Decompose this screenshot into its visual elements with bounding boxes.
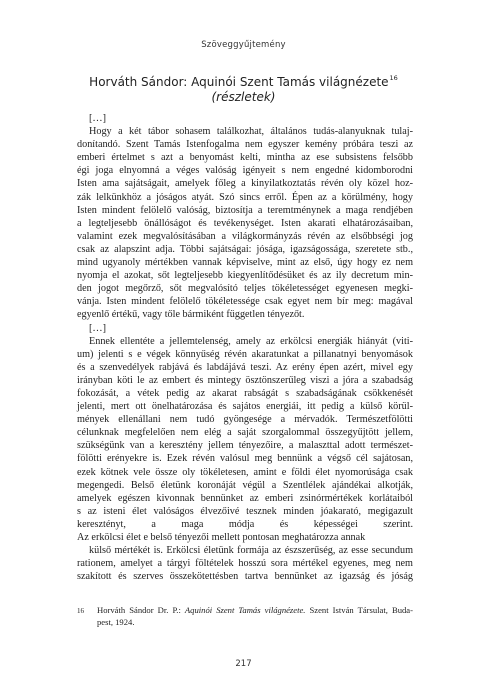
page-number: 217 bbox=[235, 659, 252, 669]
body-line: mények ellenállani nem tudó gyöngesége a mérvadók. Természetfölötti bbox=[77, 414, 413, 426]
body-line: valamint ezek megvalósításában a világkormányzás révén az elsőbbségi jog bbox=[77, 230, 413, 242]
body-line: irányban köti le az embert és mintegy ösztönszerűleg viszi a jóra a szabadság bbox=[77, 374, 413, 386]
footnote-line: pest, 1924. bbox=[97, 617, 135, 627]
body-line: megengedi. Belső életünk koronáját végül a Szentlélek ajándékai alkotják, bbox=[77, 479, 413, 491]
body-line: külső mértékét is. Erkölcsi életünk formája az észszerűség, az esse secundum bbox=[89, 545, 413, 557]
body-line: fokozását, a vétek pedig az akarat rabságát s szabadságának csökkenését bbox=[77, 387, 413, 399]
body-line: keresztényt, a maga módja és képességei szerint. bbox=[77, 518, 413, 530]
body-line: jelenti, mert ott önelhatározása és sajátos energiái, itt pedig a külső körül- bbox=[77, 401, 413, 413]
footnote-book-title: Aquinói Szent Tamás világnézete. bbox=[184, 605, 306, 615]
body-line: rationem, amelyet a tárgyi föltételek hosszú sora mértékel egyenes, meg nem bbox=[77, 558, 413, 570]
body-line: vánja. Isten mindent felölelő tökéletessége csak egyet nem bír meg: magával bbox=[77, 296, 413, 308]
footnote-line: Horváth Sándor Dr. P.: Aquinói Szent Tamás világnézete. Szent István Társulat, Buda- bbox=[97, 605, 413, 615]
footnote bbox=[77, 604, 413, 628]
body-line: […] bbox=[89, 113, 106, 124]
body-line: Az erkölcsi élet e belső tényezői mellett pontosan meghatározza annak bbox=[77, 532, 366, 543]
body-line: Isten mindent felölelő valóság, biztosítja a teremtménynek a maga rendjében bbox=[77, 204, 413, 216]
body-line: a legteljesebb önállóságot és tevékenységet. Isten akarati elhatározásaiban, bbox=[77, 217, 413, 229]
body-line: Hogy a két tábor sohasem találkozhat, általános tudás-alanyuknak tulaj- bbox=[89, 126, 413, 138]
article-title bbox=[0, 71, 487, 90]
body-line: célunknak megfelelően nem elég a saját szorgalommal összegyűjtött jellem, bbox=[77, 427, 413, 439]
body-line: égi joga elnyomná a véges valóság igényeit s nem engedné kidomborodni bbox=[77, 165, 413, 177]
body-line: ezek kötnek vele össze oly tökéletesen, amint e földi élet nyomorúsága csak bbox=[77, 466, 413, 478]
footnote-reference: 16 bbox=[389, 74, 398, 82]
article-title-text: Horváth Sándor: Aquinói Szent Tamás világnézete bbox=[89, 75, 389, 89]
body-line: s az isteni élet valóságos élvezőivé tesznek minden jóakarató, megigazult bbox=[77, 505, 413, 517]
body-line: szakított és szerves összekötettésben tartva bennünket az igazság és jóság bbox=[77, 571, 413, 583]
body-line: fölötti erényekre is. Ezek révén valósul meg bennünk a végső cél sajátosan, bbox=[77, 453, 413, 465]
article-subtitle: (részletek) bbox=[211, 90, 276, 104]
body-line: donítandó. Szent Tamás Istenfogalma nem egyszer kemény próbára teszi az bbox=[77, 139, 413, 151]
footnote-mark: 16 bbox=[77, 607, 84, 615]
body-line: den jogot megőrző, sőt megvalósító teljes tökéletességet egyenesen megki- bbox=[77, 283, 413, 295]
body-line: mind ugyanoly mértékben vannak képviselve, mint az első, úgy hogy ez nem bbox=[77, 257, 413, 269]
body-line: […] bbox=[89, 322, 106, 334]
body-line: egyenlő értékű, vagy tőle bármiként független tényezőt. bbox=[77, 309, 305, 321]
body-line: nyomja el azokat, sőt legteljesebb kiegyenlítődésüket és az ily decretum min- bbox=[77, 270, 413, 282]
article-title-block bbox=[0, 71, 487, 104]
body-line: és a szenvedélyek rabjává és labdájává teszi. Az erény épen azért, mivel egy bbox=[77, 361, 413, 373]
body-line: emberi értelmet s azt a benyomást kelti, mintha az ese subsistens felsőbb bbox=[77, 152, 413, 164]
body-line: csak az alapszint adja. Többi sajátságai: jósága, igazságossága, szeretete stb., bbox=[77, 243, 413, 255]
body-line: szükségünk van a keresztény jellem tényezőire, a malaszttal adott természet- bbox=[77, 440, 413, 452]
body-line: amelyek egészen kivonnak bennünket az emberi zsinórmértékek korlátaiból bbox=[77, 492, 413, 504]
body-line: um) jelenti s e végek könnyűség révén akaratunkat a pillanatnyi benyomások bbox=[77, 348, 413, 360]
body-text bbox=[77, 112, 413, 583]
body-line: Isten ama sajátságait, amelyek főleg a kinyilatkoztatás révén oly közel hoz- bbox=[77, 178, 413, 190]
running-header: Szöveggyűjtemény bbox=[201, 40, 286, 50]
body-line: zák lelkünkhöz a jóságos atyát. Szó sincs erről. Épen az a körülmény, hogy bbox=[77, 191, 413, 203]
footnote-text bbox=[97, 604, 413, 628]
body-line: Ennek ellentéte a jellemtelenség, amely az erkölcsi energiák hiányát (viti- bbox=[89, 335, 413, 347]
